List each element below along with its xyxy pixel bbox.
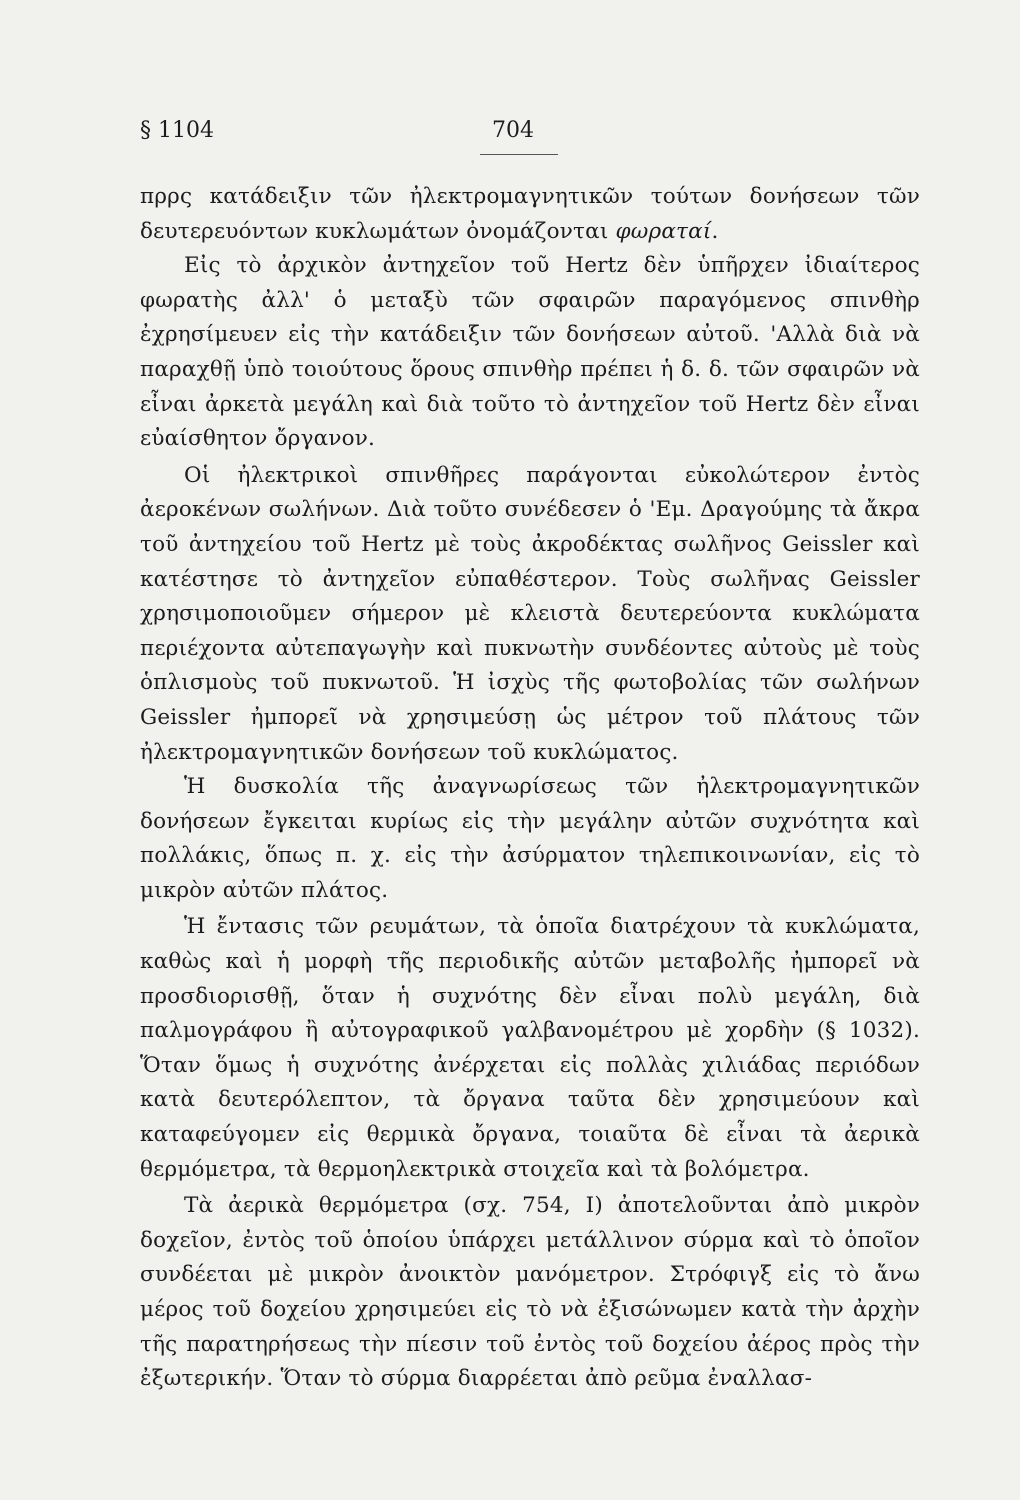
paragraph-1 (140, 180, 920, 249)
section-reference: § 1104 (140, 118, 214, 143)
page-header (140, 118, 920, 158)
emphasized-term: φωραταί (615, 218, 712, 244)
header-rule (480, 154, 558, 155)
paragraph-1-text: πρρς κατάδειξιν τῶν ἠλεκτρομαγνητικῶν τούτων δονήσεων τῶν δευτερευόντων κυκλωμάτων ὀνομάζονται (140, 184, 920, 244)
page-body (140, 180, 920, 1397)
paragraph-4: Ἡ δυσκολία τῆς ἀναγνωρίσεως τῶν ἠλεκτρομαγνητικῶν δονήσεων ἔγκειται κυρίως εἰς τὴν μεγάλην αὐτῶν συχνότητα καὶ πολλάκις, ὅπως π. χ. εἰς τὴν ἀσύρματον τηλεπικοινωνίαν, εἰς τὸ μικρὸν αὐτῶν πλάτος. (140, 774, 920, 903)
page-number: 704 (492, 118, 534, 143)
paragraph-3: Οἱ ἠλεκτρικοὶ σπινθῆρες παράγονται εὐκολώτερον ἐντὸς ἀεροκένων σωλήνων. Διὰ τοῦτο συνέδεσεν ὁ 'Εμ. Δραγούμης τὰ ἄκρα τοῦ ἀντηχείου τοῦ Hertz μὲ τοὺς ἀκροδέκτας σωλῆνος Geissler καὶ κατέστησε τὸ ἀντηχεῖον εὐπαθέστερον. Τοὺς σωλῆνας Geissler χρησιμοποιοῦμεν σήμερον μὲ κλειστὰ δευτερεύοντα κυκλώματα περιέχοντα αὐτεπαγωγὴν καὶ πυκνωτὴν συνδέοντες αὐτοὺς μὲ τοὺς ὁπλισμοὺς τοῦ πυκνωτοῦ. Ἡ ἰσχὺς τῆς φωτοβολίας τῶν σωλήνων Geissler ἠμπορεῖ νὰ χρησιμεύσῃ ὡς μέτρον τοῦ πλάτους τῶν ἠλεκτρομαγνητικῶν δονήσεων τοῦ κυκλώματος. (140, 462, 920, 765)
paragraph-1-end: . (711, 218, 719, 244)
paragraph-2: Εἰς τὸ ἀρχικὸν ἀντηχεῖον τοῦ Hertz δὲν ὑπῆρχεν ἰδιαίτερος φωρατὴς ἀλλ' ὁ μεταξὺ τῶν σφαιρῶν παραγόμενος σπινθὴρ ἐχρησίμευεν εἰς τὴν κατάδειξιν τῶν δονήσεων αὐτοῦ. 'Αλλὰ διὰ νὰ παραχθῇ ὑπὸ τοιούτους ὅρους σπινθὴρ πρέπει ἡ δ. δ. τῶν σφαιρῶν νὰ εἶναι ἀρκετὰ μεγάλη καὶ διὰ τοῦτο τὸ ἀντηχεῖον τοῦ Hertz δὲν εἶναι εὐαίσθητον ὄργανον. (140, 253, 920, 452)
paragraph-6: Τὰ ἀερικὰ θερμόμετρα (σχ. 754, I) ἀποτελοῦνται ἀπὸ μικρὸν δοχεῖον, ἐντὸς τοῦ ὁποίου ὑπάρχει μετάλλινον σύρμα καὶ τὸ ὁποῖον συνδέεται μὲ μικρὸν ἀνοικτὸν μανόμετρον. Στρόφιγξ εἰς τὸ ἄνω μέρος τοῦ δοχείου χρησιμεύει εἰς τὸ νὰ ἐξισώνωμεν κατὰ τὴν ἀρχὴν τῆς παρατηρήσεως τὴν πίεσιν τοῦ ἐντὸς τοῦ δοχείου ἀέρος πρὸς τὴν ἐξωτερικήν. Ὅταν τὸ σύρμα διαρρέεται ἀπὸ ρεῦμα ἐναλλασ- (140, 1193, 920, 1392)
paragraph-5: Ἡ ἔντασις τῶν ρευμάτων, τὰ ὁποῖα διατρέχουν τὰ κυκλώματα, καθὼς καὶ ἡ μορφὴ τῆς περιοδικῆς αὐτῶν μεταβολῆς ἠμπορεῖ νὰ προσδιορισθῇ, ὅταν ἡ συχνότης δὲν εἶναι πολὺ μεγάλη, διὰ παλμογράφου ἢ αὐτογραφικοῦ γαλβανομέτρου μὲ χορδὴν (§ 1032). Ὅταν ὅμως ἡ συχνότης ἀνέρχεται εἰς πολλὰς χιλιάδας περιόδων κατὰ δευτερόλεπτον, τὰ ὄργανα ταῦτα δὲν χρησιμεύουν καὶ καταφεύγομεν εἰς θερμικὰ ὄργανα, τοιαῦτα δὲ εἶναι τὰ ἀερικὰ θερμόμετρα, τὰ θερμοηλεκτρικὰ στοιχεῖα καὶ τὰ βολόμετρα. (140, 914, 920, 1182)
